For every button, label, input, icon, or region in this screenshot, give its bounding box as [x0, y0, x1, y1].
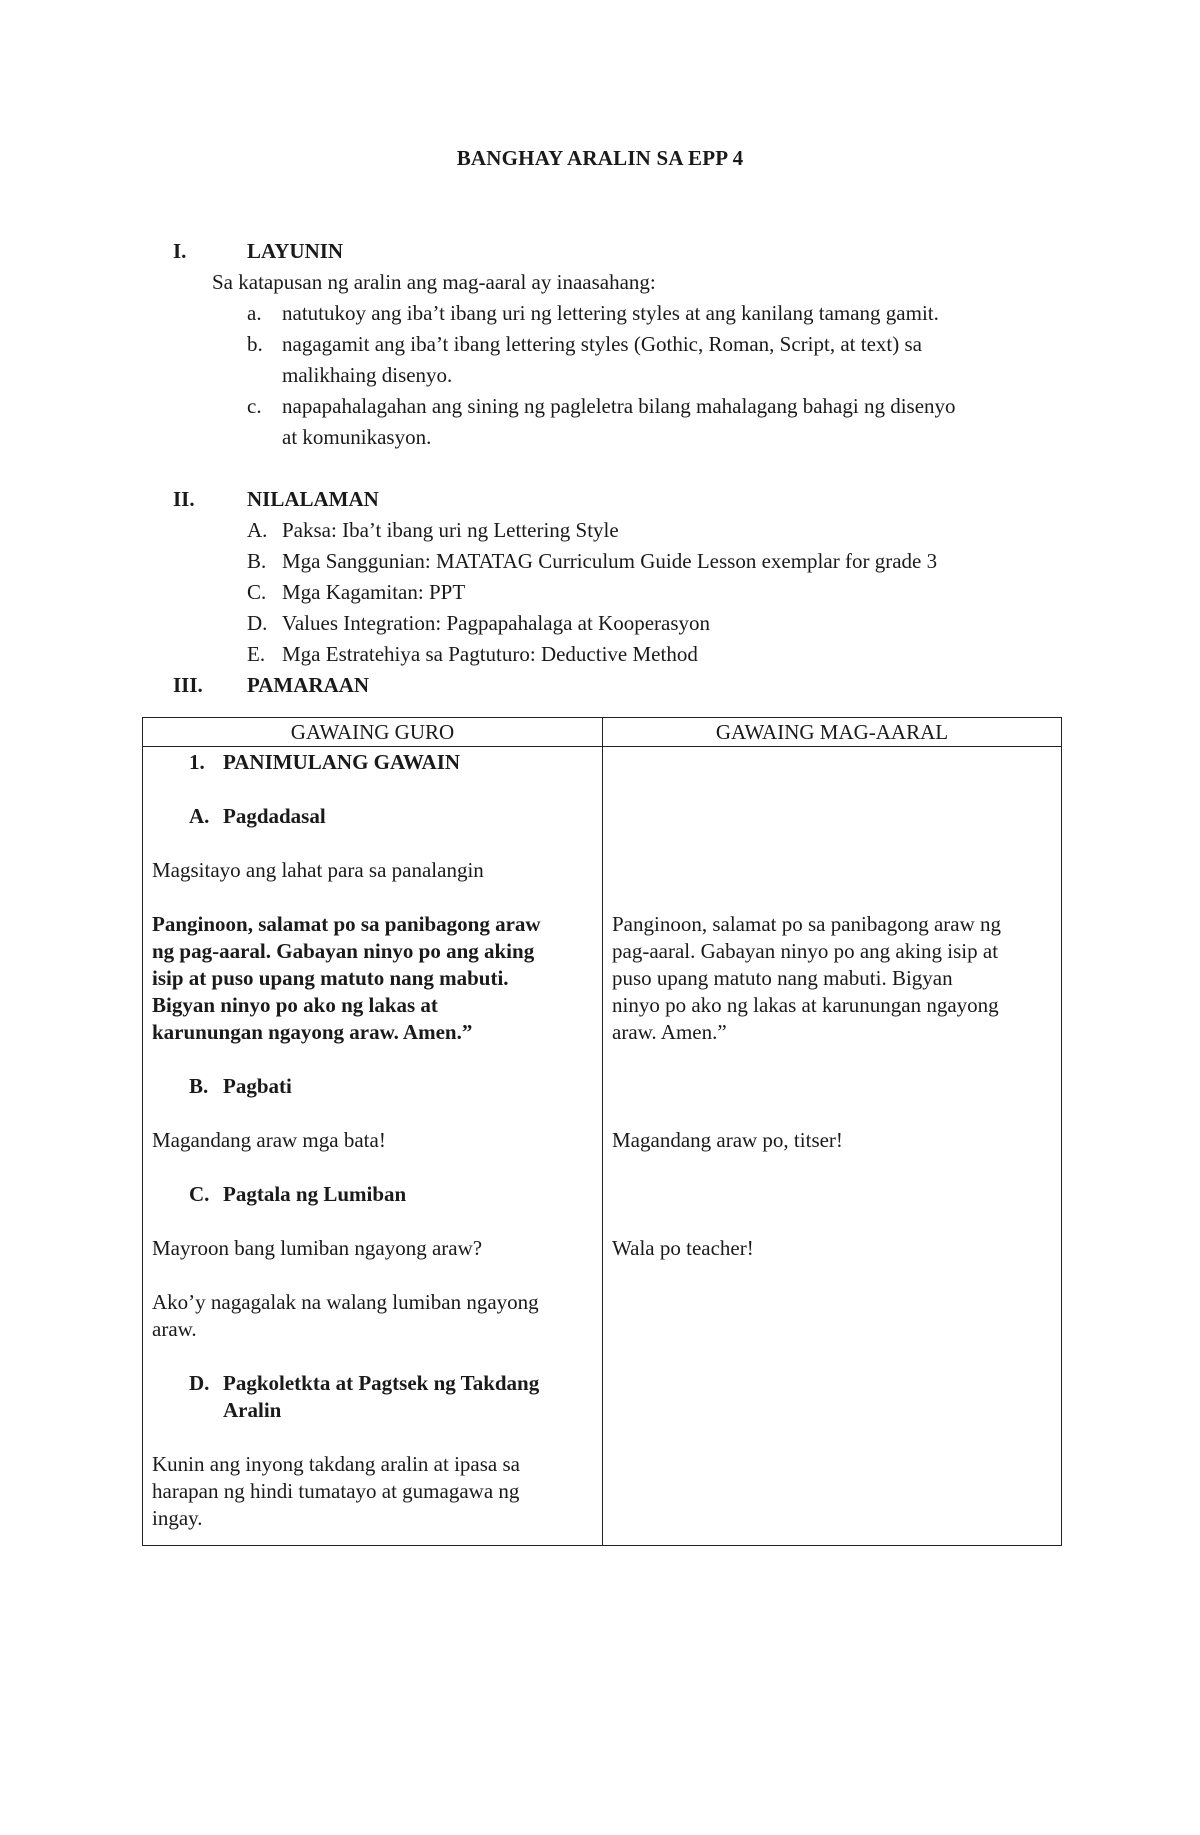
column-header-guro: GAWAING GURO [143, 718, 603, 747]
nilalaman-item-label: B. [247, 549, 267, 573]
subsection-title: Pagdadasal [223, 804, 326, 828]
nilalaman-item-text: Paksa: Iba’t ibang uri ng Lettering Style [282, 518, 619, 542]
nilalaman-item-text: Mga Estratehiya sa Pagtuturo: Deductive Method [282, 642, 698, 666]
prayer-line: ng pag-aaral. Gabayan ninyo po ang aking [152, 939, 535, 963]
table-row [143, 747, 1062, 1546]
section-heading-pamaraan: PAMARAAN [247, 673, 370, 697]
section-number-layunin: I. [173, 239, 187, 263]
layunin-item-text: natutukoy ang iba’t ibang uri ng lettering styles at ang kanilang tamang gamit. [282, 301, 939, 325]
prayer-line: araw. Amen.” [612, 1020, 727, 1044]
guro-text: Mayroon bang lumiban ngayong araw? [152, 1236, 483, 1260]
prayer-line: Bigyan ninyo po ako ng lakas at [152, 993, 438, 1017]
layunin-item-text: napapahalagahan ang sining ng pagleletra bilang mahalagang bahagi ng disenyo [282, 394, 956, 418]
layunin-item-label: c. [247, 394, 262, 418]
nilalaman-item-text: Mga Sanggunian: MATATAG Curriculum Guide Lesson exemplar for grade 3 [282, 549, 938, 573]
subsection-label: D. [189, 1371, 210, 1395]
layunin-item-label: b. [247, 332, 263, 356]
guro-text: Kunin ang inyong takdang aralin at ipasa sa [152, 1452, 520, 1476]
nilalaman-item-text: Mga Kagamitan: PPT [282, 580, 466, 604]
prayer-line: karunungan ngayong araw. Amen.” [152, 1020, 473, 1044]
page-title: BANGHAY ARALIN SA EPP 4 [456, 146, 744, 170]
subsection-title: Aralin [223, 1398, 282, 1422]
nilalaman-item-label: C. [247, 580, 267, 604]
magaaral-text: Wala po teacher! [612, 1236, 754, 1260]
subsection-title: Pagbati [223, 1074, 292, 1098]
prayer-line: ninyo po ako ng lakas at karunungan ngayong [612, 993, 999, 1017]
guro-text: Magandang araw mga bata! [152, 1128, 386, 1152]
layunin-intro: Sa katapusan ng aralin ang mag-aaral ay inaasahang: [212, 270, 656, 294]
section-title: PANIMULANG GAWAIN [223, 750, 461, 774]
section-number-nilalaman: II. [173, 487, 195, 511]
prayer-line: isip at puso upang matuto nang mabuti. [152, 966, 509, 990]
layunin-item-text: nagagamit ang iba’t ibang lettering styles (Gothic, Roman, Script, at text) sa [282, 332, 922, 356]
section-number-pamaraan: III. [173, 673, 203, 697]
prayer-line: Panginoon, salamat po sa panibagong araw [152, 912, 541, 936]
prayer-line: pag-aaral. Gabayan ninyo po ang aking isip at [612, 939, 999, 963]
pamaraan-table [142, 717, 1062, 1546]
prayer-line: puso upang matuto nang mabuti. Bigyan [612, 966, 953, 990]
nilalaman-item-label: E. [247, 642, 266, 666]
nilalaman-item-label: A. [247, 518, 268, 542]
subsection-label: B. [189, 1074, 209, 1098]
nilalaman-item-label: D. [247, 611, 268, 635]
nilalaman-item-text: Values Integration: Pagpapahalaga at Kooperasyon [282, 611, 711, 635]
magaaral-cell [603, 747, 1062, 1546]
section-heading-nilalaman: NILALAMAN [247, 487, 379, 511]
guro-text: Ako’y nagagalak na walang lumiban ngayong [152, 1290, 539, 1314]
guro-text: harapan ng hindi tumatayo at gumagawa ng [152, 1479, 520, 1503]
subsection-label: C. [189, 1182, 210, 1206]
guro-instruction: Magsitayo ang lahat para sa panalangin [152, 858, 484, 882]
guro-text: araw. [152, 1317, 197, 1341]
prayer-line: Panginoon, salamat po sa panibagong araw ng [612, 912, 1001, 936]
table-header-row [143, 718, 1062, 747]
layunin-item-label: a. [247, 301, 262, 325]
layunin-item-text: malikhaing disenyo. [282, 363, 453, 387]
subsection-title: Pagkoletkta at Pagtsek ng Takdang [223, 1371, 540, 1395]
layunin-item-text: at komunikasyon. [282, 425, 432, 449]
column-header-magaaral: GAWAING MAG-AARAL [603, 718, 1062, 747]
section-number: 1. [189, 750, 205, 774]
subsection-title: Pagtala ng Lumiban [223, 1182, 407, 1206]
magaaral-text: Magandang araw po, titser! [612, 1128, 843, 1152]
guro-cell [143, 747, 603, 1546]
section-heading-layunin: LAYUNIN [247, 239, 344, 263]
subsection-label: A. [189, 804, 210, 828]
guro-text: ingay. [152, 1506, 203, 1530]
